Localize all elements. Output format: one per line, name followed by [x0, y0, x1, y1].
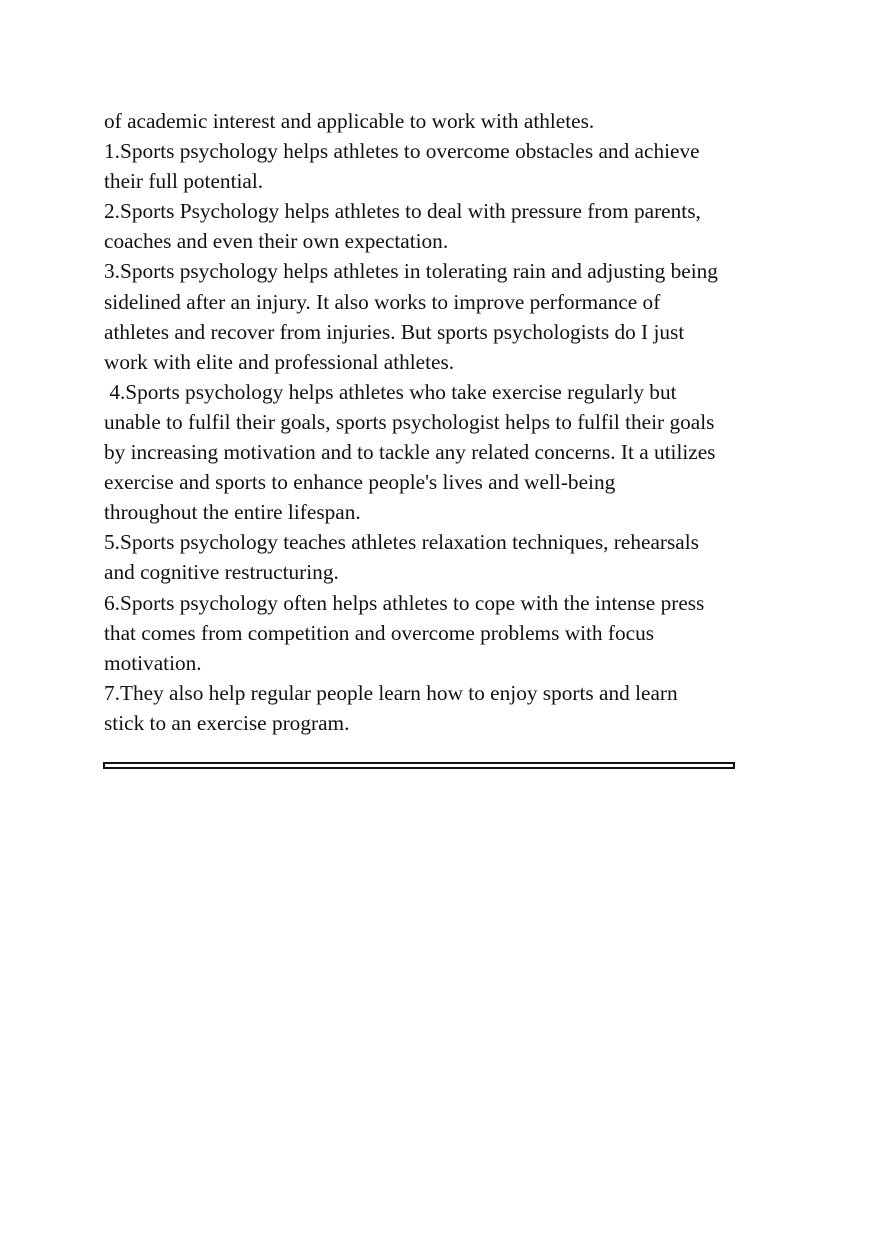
list-item-6: 6.Sports psychology often helps athletes to cope with the intense press: [104, 590, 705, 615]
document-body: [104, 106, 804, 738]
text-line: work with elite and professional athletes.: [104, 349, 455, 374]
text-line: their full potential.: [104, 169, 264, 194]
list-item-2: 2.Sports Psychology helps athletes to deal with pressure from parents,: [104, 199, 701, 224]
list-item-3: 3.Sports psychology helps athletes in tolerating rain and adjusting being: [104, 259, 718, 284]
text-line: stick to an exercise program.: [104, 710, 350, 735]
text-line: unable to fulfil their goals, sports psychologist helps to fulfil their goals: [104, 409, 715, 434]
text-line: that comes from competition and overcome problems with focus: [104, 620, 655, 645]
text-line: sidelined after an injury. It also works to improve performance of: [104, 289, 661, 314]
text-line: by increasing motivation and to tackle any related concerns. It a utilizes: [104, 440, 716, 465]
text-line: throughout the entire lifespan.: [104, 500, 361, 525]
list-item-7: 7.They also help regular people learn how to enjoy sports and learn: [104, 680, 678, 705]
list-item-4: 4.Sports psychology helps athletes who take exercise regularly but: [104, 379, 677, 404]
text-line: of academic interest and applicable to work with athletes.: [104, 109, 595, 133]
text-line: motivation.: [104, 650, 202, 675]
text-line: coaches and even their own expectation.: [104, 229, 449, 254]
list-item-5: 5.Sports psychology teaches athletes relaxation techniques, rehearsals: [104, 530, 699, 555]
text-line: exercise and sports to enhance people's lives and well-being: [104, 470, 616, 495]
horizontal-divider: [103, 762, 735, 769]
list-item-1: 1.Sports psychology helps athletes to overcome obstacles and achieve: [104, 139, 700, 164]
text-line: and cognitive restructuring.: [104, 560, 339, 585]
text-line: athletes and recover from injuries. But sports psychologists do I just: [104, 319, 685, 344]
